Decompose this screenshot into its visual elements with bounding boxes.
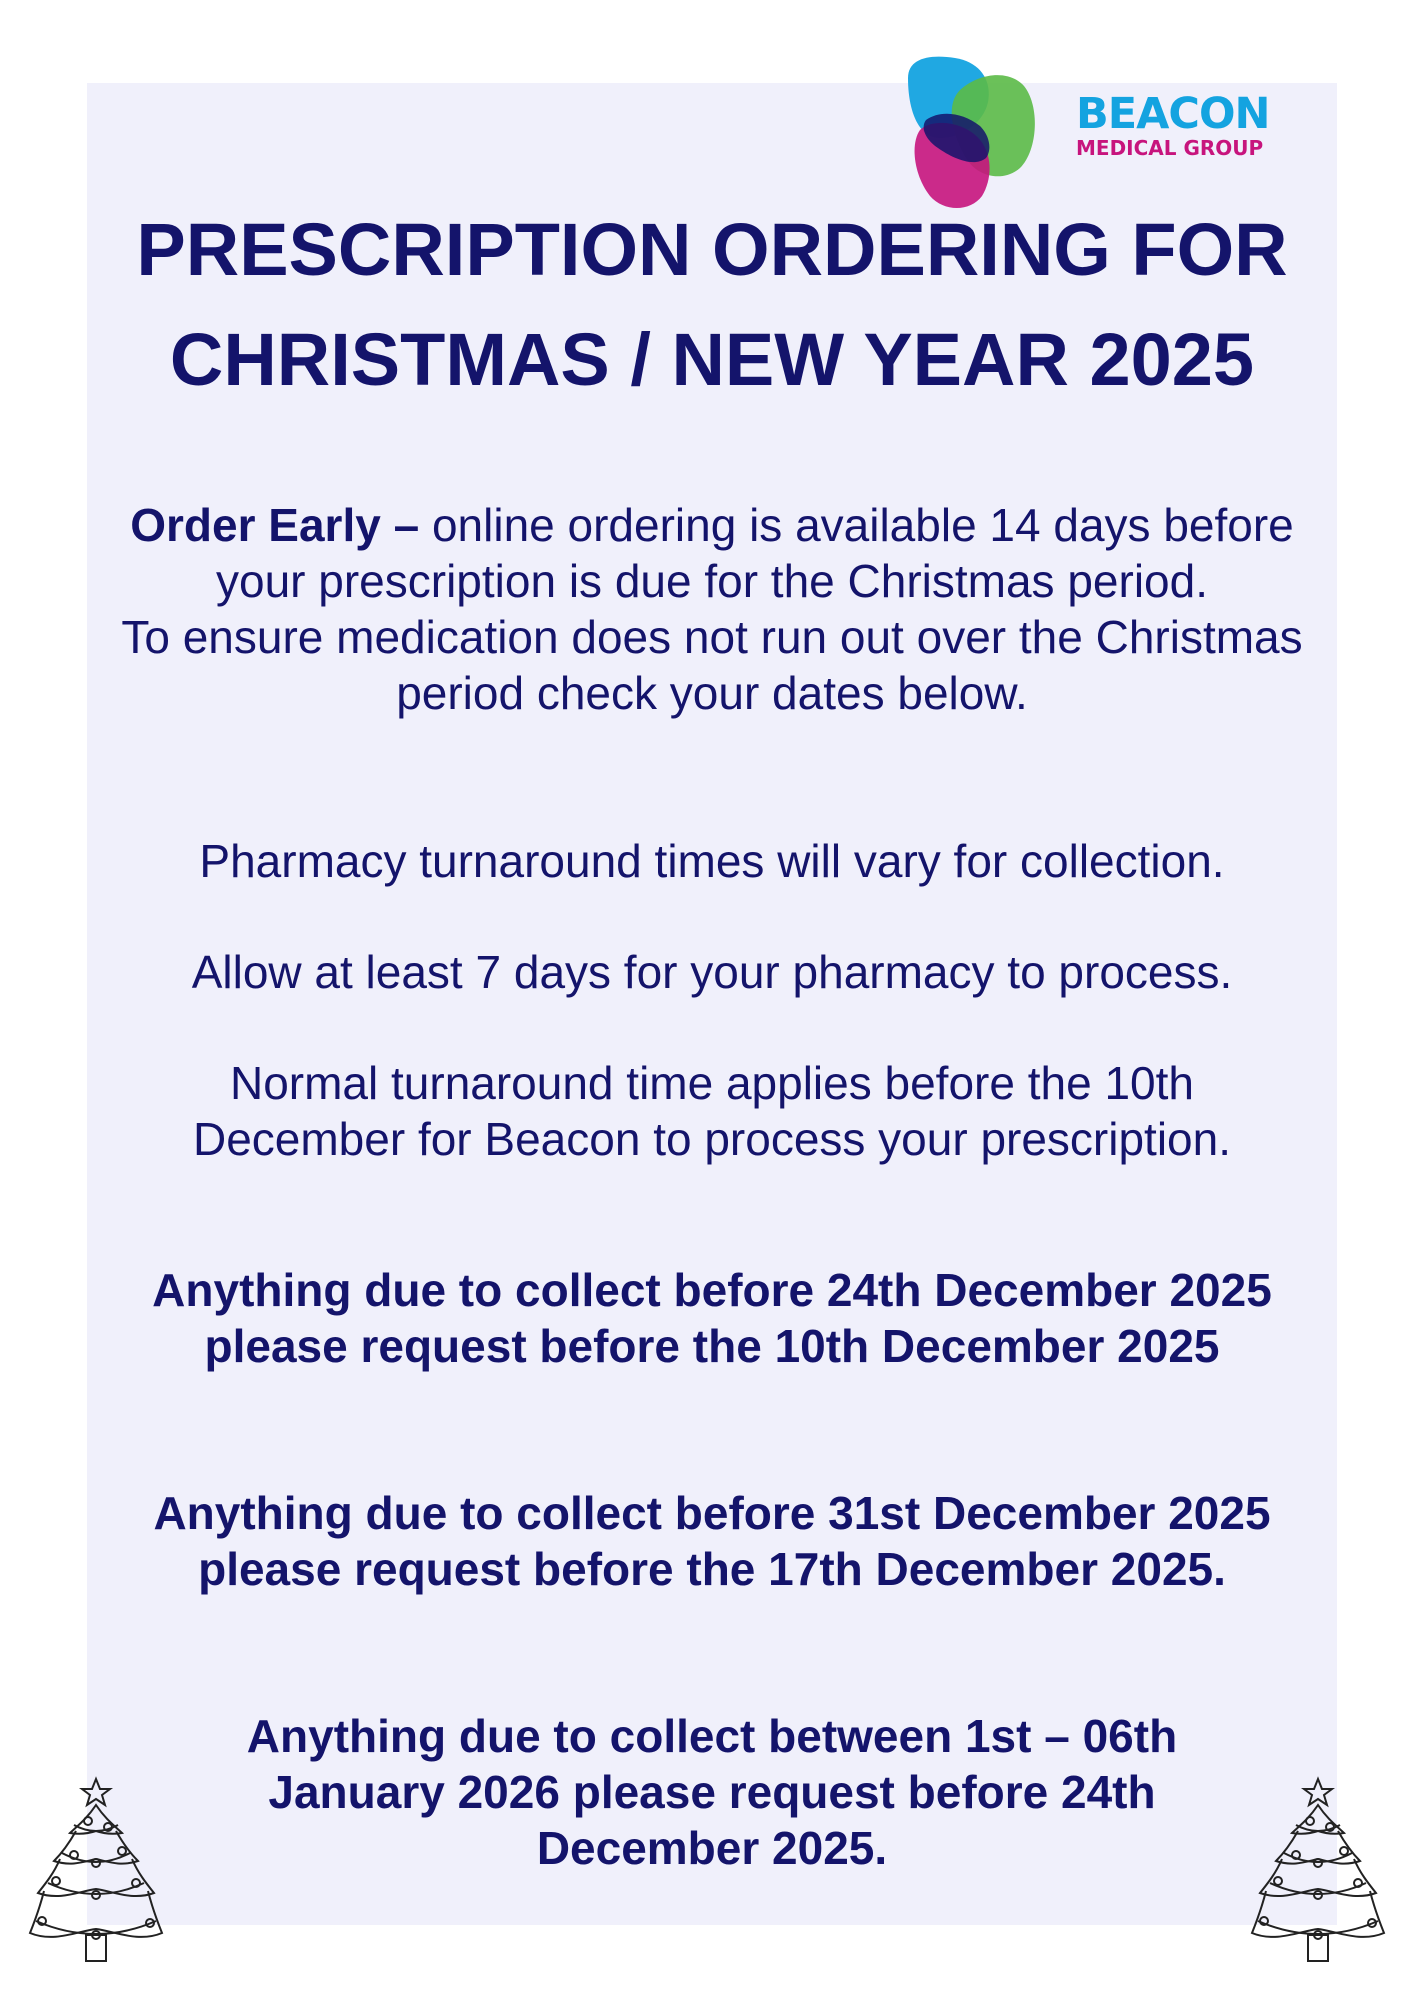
deadline-christmas-eve: Anything due to collect before 24th December 2025 please request before the 10th December 2025 [152, 1264, 1272, 1372]
allow-days-text: Allow at least 7 days for your pharmacy to process. [191, 946, 1233, 998]
title-line-1: PRESCRIPTION ORDERING FOR [136, 208, 1288, 291]
order-early-label: Order Early – [130, 499, 420, 551]
beacon-logo [900, 50, 1320, 210]
deadline-new-years-eve: Anything due to collect before 31st December 2025 please request before the 17th December 2025. [153, 1487, 1271, 1595]
normal-turnaround-text: Normal turnaround time applies before the 10th December for Beacon to process your prescription. [192, 1057, 1232, 1165]
page-title [87, 195, 1337, 415]
order-early-text: online ordering is available 14 days before your prescription is due for the Christmas period. [216, 499, 1294, 607]
christmas-tree-left-icon [26, 1775, 166, 1975]
intro-paragraph [87, 497, 1337, 721]
brand-name: BEACON [1076, 89, 1270, 139]
brand-subtitle: MEDICAL GROUP [1076, 136, 1264, 160]
beacon-logo-mark-icon [900, 50, 1040, 210]
ensure-text: To ensure medication does not run out over the Christmas period check your dates below. [121, 611, 1303, 719]
deadline-january: Anything due to collect between 1st – 06th January 2026 please request before 24th December 2025. [246, 1710, 1178, 1874]
christmas-tree-right-icon [1248, 1775, 1388, 1975]
title-line-2: CHRISTMAS / NEW YEAR 2025 [169, 318, 1255, 401]
pharmacy-turnaround-text: Pharmacy turnaround times will vary for collection. [199, 835, 1225, 887]
